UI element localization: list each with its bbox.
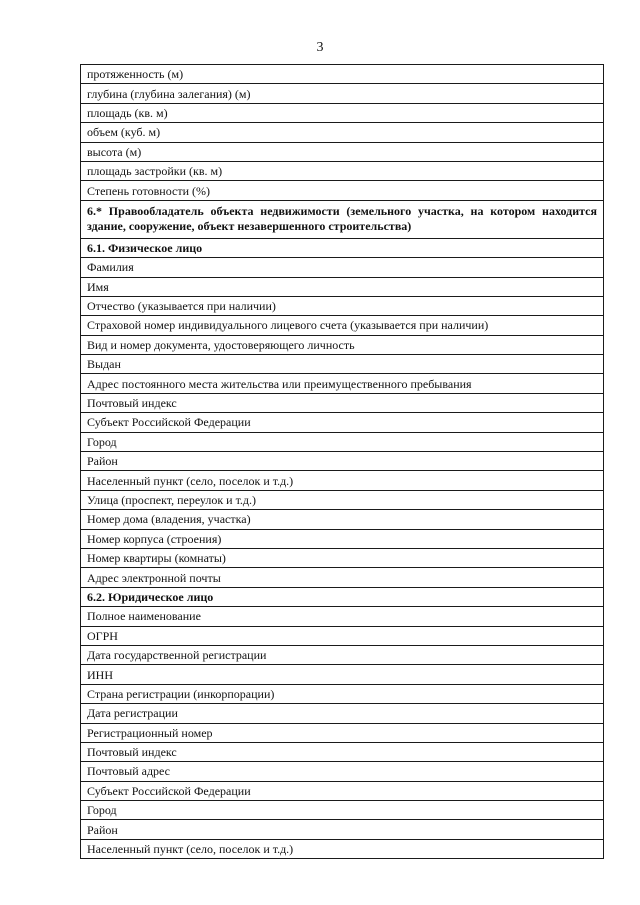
form-table-body <box>81 65 604 859</box>
table-row <box>81 432 604 451</box>
table-row <box>81 645 604 664</box>
table-row <box>81 548 604 567</box>
table-row <box>81 704 604 723</box>
field-label-cell: площадь (кв. м) <box>81 103 604 122</box>
table-row <box>81 277 604 296</box>
table-row <box>81 626 604 645</box>
table-row <box>81 742 604 761</box>
field-label-cell: Фамилия <box>81 258 604 277</box>
table-row <box>81 413 604 432</box>
table-row <box>81 452 604 471</box>
field-label-cell: Страна регистрации (инкорпорации) <box>81 684 604 703</box>
field-label-cell: Имя <box>81 277 604 296</box>
field-label-cell: площадь застройки (кв. м) <box>81 161 604 180</box>
field-label-cell: Адрес электронной почты <box>81 568 604 587</box>
table-row <box>81 84 604 103</box>
field-label-cell: Субъект Российской Федерации <box>81 413 604 432</box>
table-row <box>81 374 604 393</box>
table-row <box>81 200 604 238</box>
field-label-cell: Адрес постоянного места жительства или преимущественного пребывания <box>81 374 604 393</box>
table-row <box>81 587 604 606</box>
section-heading-cell: 6.1. Физическое лицо <box>81 238 604 257</box>
table-row <box>81 65 604 84</box>
form-table <box>80 64 604 859</box>
field-label-cell: Город <box>81 801 604 820</box>
section-heading-cell: 6.* Правообладатель объекта недвижимости (земельного участка, на котором находится здание, сооружение, объект незавершенного строительства) <box>81 200 604 238</box>
field-label-cell: объем (куб. м) <box>81 123 604 142</box>
field-label-cell: Страховой номер индивидуального лицевого счета (указывается при наличии) <box>81 316 604 335</box>
table-row <box>81 665 604 684</box>
table-row <box>81 181 604 200</box>
field-label-cell: Район <box>81 452 604 471</box>
table-row <box>81 490 604 509</box>
table-row <box>81 801 604 820</box>
field-label-cell: ИНН <box>81 665 604 684</box>
field-label-cell: Дата государственной регистрации <box>81 645 604 664</box>
table-row <box>81 762 604 781</box>
field-label-cell: Почтовый индекс <box>81 742 604 761</box>
table-row <box>81 103 604 122</box>
field-label-cell: глубина (глубина залегания) (м) <box>81 84 604 103</box>
table-row <box>81 684 604 703</box>
field-label-cell: Номер квартиры (комнаты) <box>81 548 604 567</box>
table-row <box>81 238 604 257</box>
field-label-cell: Отчество (указывается при наличии) <box>81 296 604 315</box>
field-label-cell: Дата регистрации <box>81 704 604 723</box>
table-row <box>81 529 604 548</box>
table-row <box>81 355 604 374</box>
field-label-cell: высота (м) <box>81 142 604 161</box>
field-label-cell: Населенный пункт (село, поселок и т.д.) <box>81 839 604 858</box>
field-label-cell: протяженность (м) <box>81 65 604 84</box>
field-label-cell: Степень готовности (%) <box>81 181 604 200</box>
field-label-cell: Выдан <box>81 355 604 374</box>
table-row <box>81 123 604 142</box>
field-label-cell: Улица (проспект, переулок и т.д.) <box>81 490 604 509</box>
field-label-cell: Почтовый адрес <box>81 762 604 781</box>
table-row <box>81 335 604 354</box>
field-label-cell: Номер дома (владения, участка) <box>81 510 604 529</box>
table-row <box>81 723 604 742</box>
page-number: 3 <box>316 40 324 55</box>
table-row <box>81 258 604 277</box>
field-label-cell: Населенный пункт (село, поселок и т.д.) <box>81 471 604 490</box>
field-label-cell: Район <box>81 820 604 839</box>
table-row <box>81 820 604 839</box>
field-label-cell: Полное наименование <box>81 607 604 626</box>
table-row <box>81 471 604 490</box>
table-row <box>81 607 604 626</box>
field-label-cell: Субъект Российской Федерации <box>81 781 604 800</box>
field-label-cell: Город <box>81 432 604 451</box>
field-label-cell: Почтовый индекс <box>81 393 604 412</box>
table-row <box>81 510 604 529</box>
field-label-cell: ОГРН <box>81 626 604 645</box>
table-row <box>81 296 604 315</box>
table-row <box>81 839 604 858</box>
table-row <box>81 142 604 161</box>
table-row <box>81 781 604 800</box>
field-label-cell: Номер корпуса (строения) <box>81 529 604 548</box>
field-label-cell: Регистрационный номер <box>81 723 604 742</box>
table-row <box>81 393 604 412</box>
section-heading-cell: 6.2. Юридическое лицо <box>81 587 604 606</box>
table-row <box>81 316 604 335</box>
field-label-cell: Вид и номер документа, удостоверяющего личность <box>81 335 604 354</box>
table-row <box>81 568 604 587</box>
table-row <box>81 161 604 180</box>
